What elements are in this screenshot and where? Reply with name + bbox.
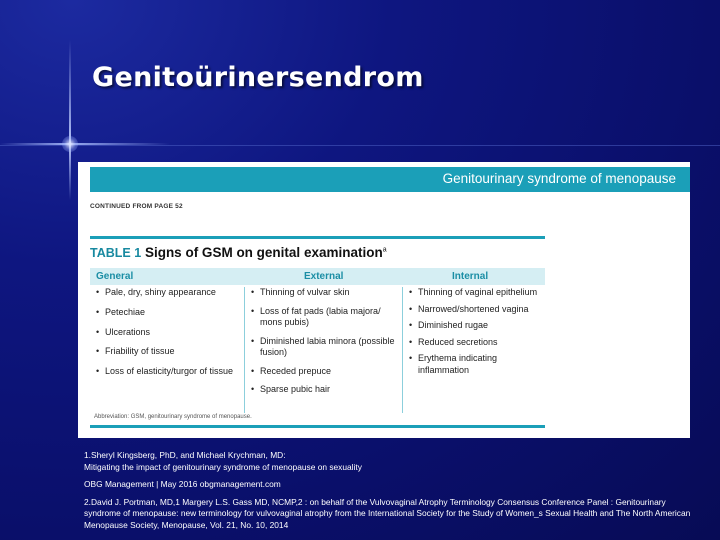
- slide-title: Genitoürinersendrom: [92, 62, 424, 93]
- column-header-external: External: [304, 271, 344, 282]
- continued-note: CONTINUED FROM PAGE 52: [90, 203, 183, 210]
- reference-1-authors: 1.Sheryl Kingsberg, PhD, and Michael Krychman, MD:: [84, 450, 286, 460]
- table-cell: • Petechiae: [90, 307, 244, 319]
- references: [84, 450, 694, 531]
- table-cell: • Narrowed/shortened vagina: [403, 304, 546, 316]
- table-cell: • Erythema indicating inflammation: [403, 353, 546, 376]
- table-heading: Signs of GSM on genital examination: [144, 245, 383, 260]
- table-cell: • Diminished rugae: [403, 320, 546, 332]
- table-cell: • Loss of elasticity/turgor of tissue: [90, 366, 244, 378]
- table-title: [90, 245, 387, 260]
- background-divider: [0, 145, 720, 146]
- table-cell: • Loss of fat pads (labia majora/ mons pubis): [245, 306, 403, 329]
- table-bottom-rule: [90, 425, 545, 428]
- lens-flare-vertical: [69, 40, 71, 200]
- table-abbreviation: Abbreviation: GSM, genitourinary syndrome of menopause.: [94, 414, 252, 420]
- lens-flare-glow: [62, 136, 78, 152]
- article-banner: [90, 167, 690, 192]
- column-internal: [402, 287, 546, 413]
- table-cell: • Receded prepuce: [245, 366, 403, 378]
- column-general: [90, 287, 244, 413]
- column-header-general: General: [96, 271, 134, 282]
- table-cell: • Pale, dry, shiny appearance: [90, 287, 244, 299]
- lens-flare-horizontal: [0, 143, 170, 145]
- table-cell: • Reduced secretions: [403, 337, 546, 349]
- banner-title: Genitourinary syndrome of menopause: [442, 171, 676, 186]
- table-header: [90, 268, 545, 285]
- table-cell: • Friability of tissue: [90, 346, 244, 358]
- table-cell: • Ulcerations: [90, 327, 244, 339]
- table-cell: • Diminished labia minora (possible fusion): [245, 336, 403, 359]
- table-top-rule: [90, 236, 545, 239]
- article-figure: [78, 162, 690, 438]
- column-header-internal: Internal: [452, 271, 489, 282]
- reference-1-title: Mitigating the impact of genitourinary syndrome of menopause on sexuality: [84, 461, 362, 472]
- table-label: TABLE 1: [90, 246, 142, 260]
- column-external: [244, 287, 403, 413]
- table-cell: • Sparse pubic hair: [245, 384, 403, 396]
- reference-1-source: OBG Management | May 2016 obgmanagement.com: [84, 479, 281, 489]
- reference-2: 2.David J. Portman, MD,1 Margery L.S. Gass MD, NCMP,2 : on behalf of the Vulvovaginal Atrophy Terminology Consensus Conference Panel : Genitourinary syndrome of menopause: new terminology for vulvovaginal atrophy from the International Society for the Study of Women_s Sexual Health and The North American Menopause Society, Menopause, Vol. 21, No. 10, 2014: [84, 496, 691, 530]
- table-footnote-marker: a: [382, 246, 387, 254]
- table-cell: • Thinning of vulvar skin: [245, 287, 403, 299]
- table-cell: • Thinning of vaginal epithelium: [403, 287, 546, 299]
